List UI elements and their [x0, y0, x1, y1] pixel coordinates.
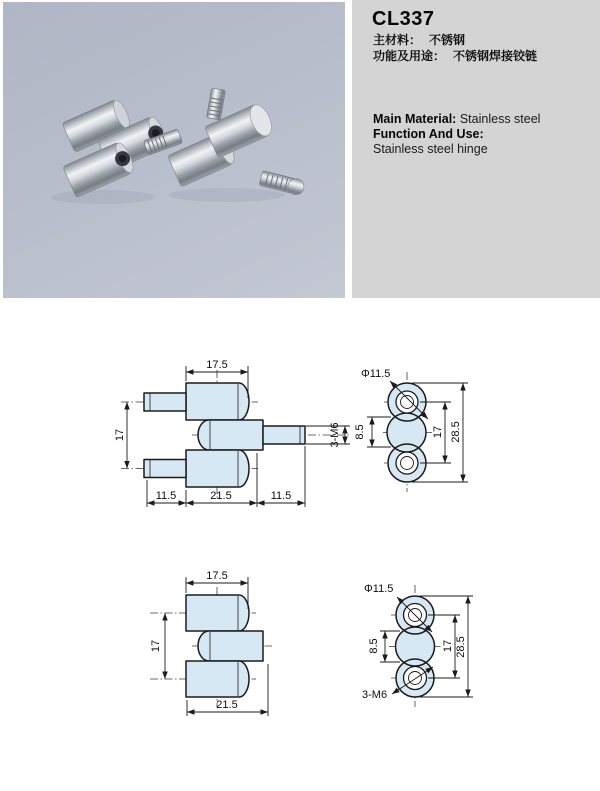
dim-label: 21.5	[216, 699, 238, 711]
product-code: CL337	[372, 8, 435, 30]
thread-label: 3-M6	[329, 422, 341, 448]
bottom-barrel	[186, 450, 249, 487]
dim-label: 17	[150, 639, 162, 653]
dim-label: 17.5	[206, 570, 228, 582]
en-function-value: Stainless steel hinge	[373, 142, 488, 156]
cn-function-line	[373, 47, 537, 64]
en-material-label: Main Material:	[373, 112, 457, 126]
cn-material-line	[373, 31, 465, 48]
en-material-line	[373, 112, 540, 127]
dim-label: 28.5	[455, 636, 467, 658]
cn-function-label: 功能及用途：	[373, 49, 446, 63]
en-material-value: Stainless steel	[459, 112, 541, 126]
dim-label: 17	[114, 428, 126, 442]
dim-label: 17	[432, 425, 444, 439]
drawing2-end-view	[362, 583, 473, 707]
dim-label: 11.5	[155, 490, 177, 502]
dim-label: 11.5	[270, 490, 292, 502]
middle-barrel	[198, 631, 263, 661]
dim-label: 21.5	[210, 490, 232, 502]
top-barrel	[186, 595, 249, 631]
cn-material-value: 不锈钢	[429, 33, 466, 47]
shadow	[169, 188, 285, 202]
diameter-label: Φ11.5	[364, 583, 394, 595]
dim-label: 8.5	[368, 638, 380, 654]
threaded-hole	[396, 452, 418, 474]
dim-label: 8.5	[354, 424, 366, 440]
info-panel	[352, 0, 600, 298]
product-photo	[3, 2, 345, 298]
threaded-hole	[404, 667, 427, 690]
bottom-barrel	[186, 661, 249, 697]
dim-label: 17.5	[206, 359, 228, 371]
cn-function-value: 不锈钢焊接铰链	[453, 49, 538, 63]
hinge-male-assembly	[144, 88, 306, 196]
top-barrel	[186, 383, 249, 420]
drawing1-side-view	[114, 359, 350, 507]
product-photo-render	[3, 2, 345, 298]
shadow	[51, 190, 155, 204]
thread-label: 3-M6	[362, 689, 388, 701]
technical-drawings	[0, 300, 600, 791]
drawing2-side-view	[150, 570, 272, 716]
middle-stud	[263, 426, 305, 444]
threaded-stud	[207, 88, 226, 120]
middle-barrel	[198, 420, 263, 450]
threaded-hole	[396, 391, 418, 413]
drawing1-end-view	[354, 368, 468, 492]
diameter-label: Φ11.5	[361, 368, 391, 380]
cn-material-label: 主材料：	[373, 33, 422, 47]
en-function-label: Function And Use:	[373, 127, 484, 141]
dim-label: 28.5	[450, 421, 462, 443]
dim-label: 17	[442, 639, 454, 653]
